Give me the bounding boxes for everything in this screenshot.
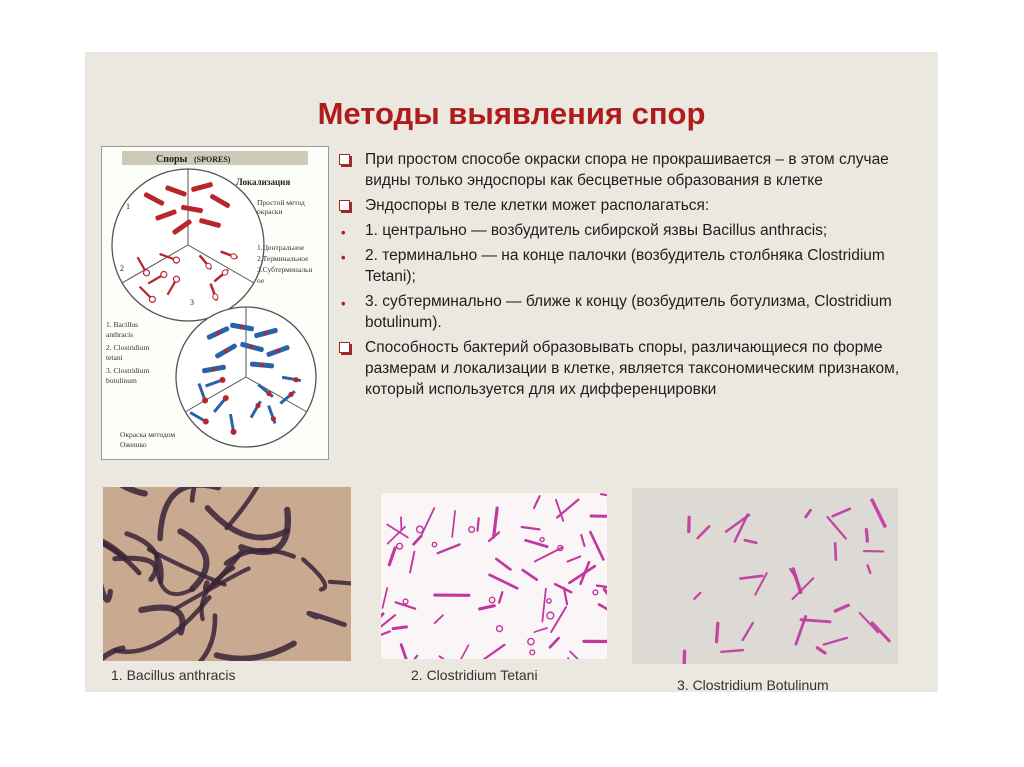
micrograph-rod <box>835 543 836 559</box>
micrograph-2-image <box>381 493 607 659</box>
method-ozheshko-line2: Ожешко <box>120 440 147 449</box>
species-3-line2: botulinum <box>106 376 137 385</box>
slide-title: Методы выявления спор <box>317 96 706 131</box>
bullet-subitem <box>335 291 915 333</box>
caption-3: 3. Clostridium Botulinum <box>677 677 829 693</box>
position-subterminal: 3.Субтерминальн <box>257 265 313 274</box>
sub-bullet-icon: • <box>341 250 346 265</box>
micrograph-clostridium-tetani <box>381 493 607 659</box>
species-1-line1: 1. Bacillus <box>106 320 139 329</box>
bullet-text: 2. терминально — на конце палочки (возбудитель столбняка Clostridium Tetani); <box>365 247 885 285</box>
caption-1: 1. Bacillus anthracis <box>111 667 236 683</box>
bullet-item <box>335 149 915 191</box>
bullet-marker-icon <box>339 342 350 353</box>
diagram-header: Споры <box>156 154 188 165</box>
sector-number-2: 2 <box>120 264 124 273</box>
sub-bullet-icon: • <box>341 296 346 311</box>
bullet-text: 3. субтерминально — ближе к концу (возбудитель ботулизма, Clostridium botulinum). <box>365 293 892 331</box>
method-simple-line2: окраски <box>257 207 283 216</box>
position-terminal: 2.Терминальное <box>257 254 309 263</box>
micrograph-rod <box>591 516 607 517</box>
micrograph-bacillus-anthracis <box>103 487 351 661</box>
micrograph-1-image <box>103 487 351 661</box>
bullet-item <box>335 195 915 216</box>
bullet-marker-icon <box>339 154 350 165</box>
micrograph-rod <box>716 623 717 641</box>
sub-bullet-icon: • <box>341 225 346 240</box>
spore-diagram <box>101 146 329 460</box>
caption-2: 2. Clostridium Tetani <box>411 667 538 683</box>
micrograph-rod <box>393 627 406 629</box>
bullet-text: 1. центрально — возбудитель сибирской язвы Bacillus anthracis; <box>365 222 828 239</box>
bullet-item <box>335 337 915 400</box>
micrograph-3-image <box>632 488 898 664</box>
diagram-header-tag: (SPORES) <box>194 155 231 164</box>
sector-number-1: 1 <box>126 202 130 211</box>
species-2-line2: tetani <box>106 353 123 362</box>
bullet-text: При простом способе окраски спора не прокрашивается – в этом случае видны только эндоспоры как бесцветные образования в клетке <box>365 151 889 189</box>
bullet-text: Эндоспоры в теле клетки может располагаться: <box>365 197 710 214</box>
position-subterminal-cont: ое <box>257 276 265 285</box>
species-3-line1: 3. Clostridium <box>106 366 150 375</box>
micrograph-rod <box>866 530 867 542</box>
sector-number-3: 3 <box>190 298 194 307</box>
bullet-text: Способность бактерий образовывать споры, различающиеся по форме размерам и локализации в клетке, является таксономическим признаком, который используется для их дифференцировки <box>365 339 900 398</box>
bullet-subitem <box>335 220 915 241</box>
micrograph-clostridium-botulinum <box>632 488 898 664</box>
species-2-line1: 2. Clostridium <box>106 343 150 352</box>
slide <box>85 52 938 692</box>
bullet-subitem <box>335 245 915 287</box>
localization-label: Локализация <box>236 177 291 187</box>
bullet-marker-icon <box>339 200 350 211</box>
position-central: 1.Центральное <box>257 243 305 252</box>
micrograph-rod <box>477 518 478 530</box>
spore-diagram-graphic <box>102 147 328 459</box>
species-1-line2: anthracis <box>106 330 134 339</box>
method-simple-line1: Простой метод <box>257 198 305 207</box>
method-ozheshko-line1: Окраска методом <box>120 430 176 439</box>
bullet-list <box>335 149 915 404</box>
